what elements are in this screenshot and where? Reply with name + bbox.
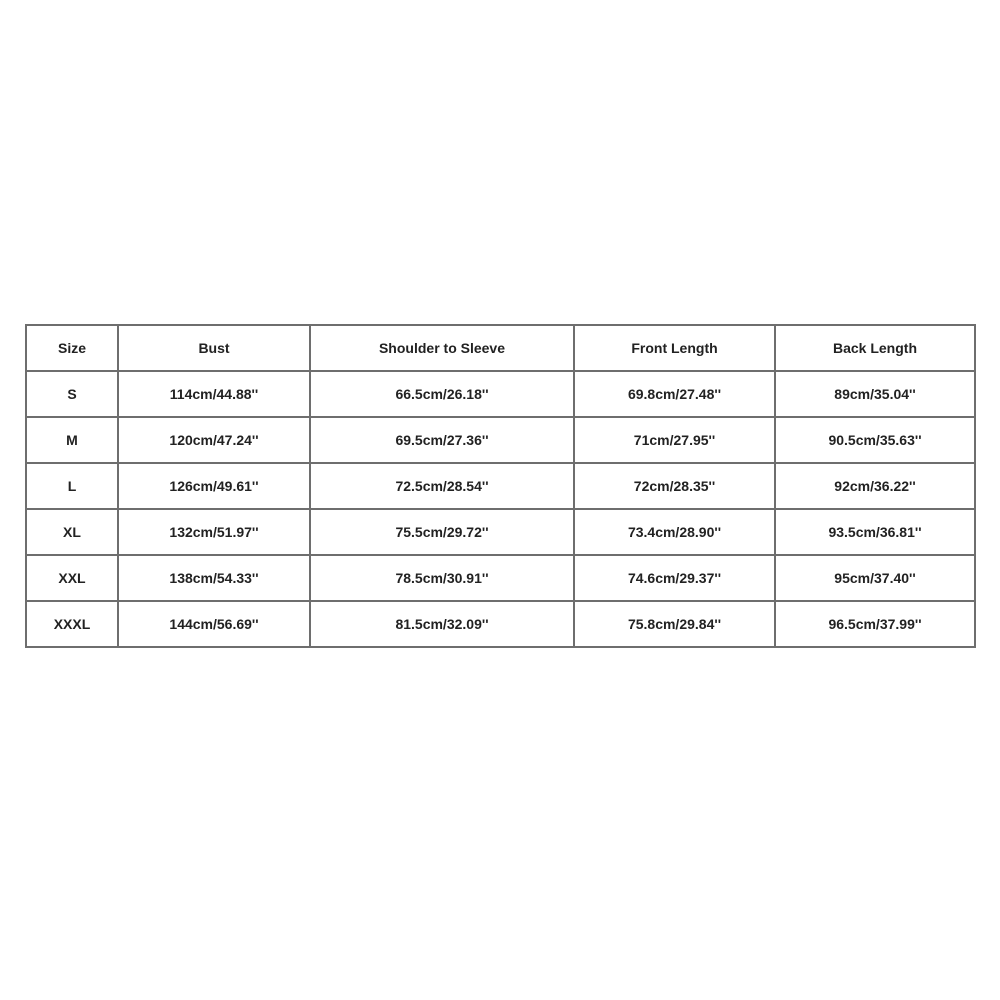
header-shoulder-to-sleeve: Shoulder to Sleeve: [310, 325, 574, 371]
front-length-cell: 75.8cm/29.84'': [574, 601, 775, 647]
table-header-row: [26, 325, 975, 371]
bust-cell: 144cm/56.69'': [118, 601, 310, 647]
shoulder-to-sleeve-cell: 69.5cm/27.36'': [310, 417, 574, 463]
front-length-cell: 74.6cm/29.37'': [574, 555, 775, 601]
back-length-cell: 95cm/37.40'': [775, 555, 975, 601]
bust-cell: 126cm/49.61'': [118, 463, 310, 509]
size-cell: S: [26, 371, 118, 417]
shoulder-to-sleeve-cell: 75.5cm/29.72'': [310, 509, 574, 555]
front-length-cell: 73.4cm/28.90'': [574, 509, 775, 555]
shoulder-to-sleeve-cell: 72.5cm/28.54'': [310, 463, 574, 509]
size-chart-table: [25, 324, 976, 648]
bust-cell: 132cm/51.97'': [118, 509, 310, 555]
header-back-length: Back Length: [775, 325, 975, 371]
shoulder-to-sleeve-cell: 66.5cm/26.18'': [310, 371, 574, 417]
front-length-cell: 72cm/28.35'': [574, 463, 775, 509]
back-length-cell: 90.5cm/35.63'': [775, 417, 975, 463]
size-cell: XXXL: [26, 601, 118, 647]
back-length-cell: 89cm/35.04'': [775, 371, 975, 417]
table-row: [26, 601, 975, 647]
back-length-cell: 96.5cm/37.99'': [775, 601, 975, 647]
front-length-cell: 69.8cm/27.48'': [574, 371, 775, 417]
header-bust: Bust: [118, 325, 310, 371]
back-length-cell: 93.5cm/36.81'': [775, 509, 975, 555]
table-row: [26, 371, 975, 417]
bust-cell: 138cm/54.33'': [118, 555, 310, 601]
shoulder-to-sleeve-cell: 78.5cm/30.91'': [310, 555, 574, 601]
front-length-cell: 71cm/27.95'': [574, 417, 775, 463]
header-size: Size: [26, 325, 118, 371]
size-cell: M: [26, 417, 118, 463]
size-cell: XL: [26, 509, 118, 555]
table-row: [26, 509, 975, 555]
size-cell: L: [26, 463, 118, 509]
back-length-cell: 92cm/36.22'': [775, 463, 975, 509]
table-row: [26, 463, 975, 509]
size-cell: XXL: [26, 555, 118, 601]
bust-cell: 114cm/44.88'': [118, 371, 310, 417]
header-front-length: Front Length: [574, 325, 775, 371]
table-row: [26, 555, 975, 601]
shoulder-to-sleeve-cell: 81.5cm/32.09'': [310, 601, 574, 647]
table-row: [26, 417, 975, 463]
bust-cell: 120cm/47.24'': [118, 417, 310, 463]
